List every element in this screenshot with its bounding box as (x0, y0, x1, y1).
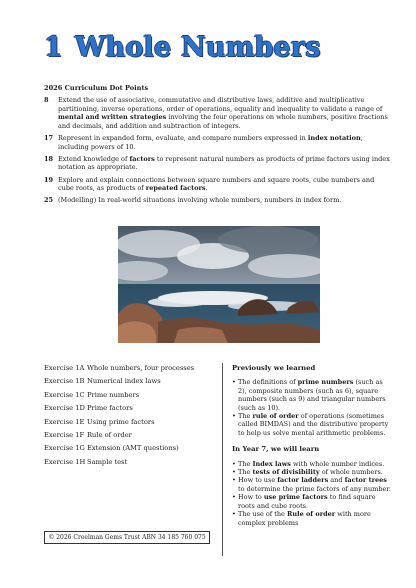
exercise-item (44, 364, 220, 377)
exercise-title: Using prime factors (87, 417, 155, 426)
text-run: of operations (sometimes called BIMDAS) and the distributive property to help us solve mental arithmetic problems. (238, 412, 389, 437)
dot-point-text (58, 134, 390, 151)
text-run: and (328, 476, 345, 485)
text-run: How to use (238, 476, 278, 485)
bullet-item (232, 510, 392, 527)
exercise-title: Prime factors (87, 404, 133, 413)
text-run: The (238, 468, 253, 477)
will-learn-list (232, 460, 392, 527)
dot-point-number: 8 (44, 96, 49, 104)
text-run: The use of the (238, 510, 287, 519)
bold-term: mental and written strategies (58, 113, 167, 122)
dot-point-number: 18 (44, 154, 54, 163)
bold-term: Index laws (252, 459, 291, 468)
text-run: to find square roots and cube roots. (238, 493, 376, 510)
text-run: with more complex problems (238, 510, 371, 527)
previously-heading: Previously we learned (232, 364, 316, 372)
exercise-item (44, 418, 220, 431)
dot-point-text (58, 96, 390, 130)
exercise-title: Rule of order (87, 430, 132, 439)
dot-point-number: 17 (44, 133, 54, 142)
bold-term: rule of order (252, 412, 299, 421)
chapter-title-text: Whole Numbers (75, 32, 321, 63)
coastal-rocks-image (118, 226, 320, 343)
exercise-item (44, 404, 220, 417)
copyright-notice: © 2026 Creelman Gems Trust ABN 34 185 760 075 (44, 531, 210, 544)
exercise-code: Exercise 1A (44, 364, 85, 372)
bold-term: factors (129, 154, 155, 163)
text-run: The (238, 412, 253, 421)
bold-term: use prime factors (263, 493, 328, 502)
text-run: The (238, 459, 253, 468)
exercise-item (44, 391, 220, 404)
exercise-title: Numerical index laws (87, 377, 161, 386)
exercise-code: Exercise 1D (44, 404, 85, 413)
bold-term: prime numbers (297, 378, 354, 387)
text-run: (Modelling) In real-world situations involving whole numbers, numbers in index form. (58, 196, 342, 205)
exercise-title: Sample test (87, 457, 128, 466)
text-run: to determine the prime factors of any number. (238, 484, 391, 493)
bullet-item (232, 476, 392, 493)
dot-point-text (58, 176, 390, 193)
exercise-title: Whole numbers, four processes (87, 364, 195, 372)
bold-term: repeated factors (145, 184, 206, 193)
exercise-code: Exercise 1H (44, 457, 86, 466)
text-run: to represent natural numbers as products of prime factors using index notation as appropriate. (58, 154, 390, 172)
chapter-number: 1 (44, 32, 63, 63)
exercise-code: Exercise 1F (44, 430, 85, 439)
coastal-rocks-photo (118, 226, 320, 343)
text-run: of whole numbers. (319, 468, 383, 477)
bullet-item (232, 460, 392, 468)
exercise-title: Extension (AMT questions) (87, 444, 179, 453)
bold-term: factor trees (344, 476, 387, 485)
exercise-item (44, 444, 220, 457)
dot-point (44, 176, 390, 193)
exercise-code: Exercise 1B (44, 377, 85, 386)
bold-term: Rule of order (286, 510, 336, 519)
dot-points-list (44, 96, 390, 209)
curriculum-heading: 2026 Curriculum Dot Points (44, 84, 149, 92)
text-run: How to (238, 493, 264, 502)
dot-point (44, 155, 390, 172)
exercise-item (44, 458, 220, 471)
bullet-item (232, 412, 392, 437)
dot-point (44, 96, 390, 130)
column-divider (222, 363, 223, 556)
exercise-code: Exercise 1C (44, 390, 85, 399)
exercise-title: Prime numbers (87, 390, 140, 399)
exercise-list (44, 364, 220, 471)
learning-summary (232, 364, 392, 527)
bold-term: tests of divisibility (252, 468, 320, 477)
previously-list (232, 378, 392, 437)
text-run: Extend knowledge of (58, 154, 130, 163)
dot-point (44, 134, 390, 151)
bullet-item (232, 493, 392, 510)
will-learn-heading: In Year 7, we will learn (232, 445, 320, 454)
bold-term: factor ladders (277, 476, 329, 485)
dot-point-text (58, 155, 390, 172)
text-run: . (205, 184, 208, 193)
exercise-code: Exercise 1G (44, 444, 85, 453)
dot-point-text (58, 196, 390, 205)
text-run: The definitions of (238, 378, 298, 387)
dot-point (44, 196, 390, 205)
dot-point-number: 25 (44, 196, 54, 205)
bullet-item (232, 468, 392, 476)
exercise-item (44, 431, 220, 444)
dot-point-number: 19 (44, 175, 54, 184)
text-run: Extend the use of associative, commutative and distributive laws, additive and multiplicative partitioning, inverse operations, order of operations, equality and inequality to validate a range of (58, 96, 383, 113)
text-run: , including powers of 10. (58, 133, 363, 151)
exercise-item (44, 377, 220, 390)
text-run: involving the four operations on whole numbers, positive fractions and decimals, and addition and subtraction of integers. (58, 113, 388, 130)
text-run: (such as 2), composite numbers (such as 6), square numbers (such as 9) and triangular numbers (such as 10). (238, 378, 386, 412)
bold-term: index notation (307, 133, 361, 142)
text-run: Represent in expanded form, evaluate, and compare numbers expressed in (58, 133, 308, 142)
bullet-item (232, 378, 392, 412)
chapter-title (44, 30, 321, 66)
text-run: Explore and explain connections between square numbers and square roots, cube numbers and cube roots, as products of (58, 175, 375, 193)
text-run: with whole number indices. (290, 459, 385, 468)
exercise-code: Exercise 1E (44, 417, 85, 426)
